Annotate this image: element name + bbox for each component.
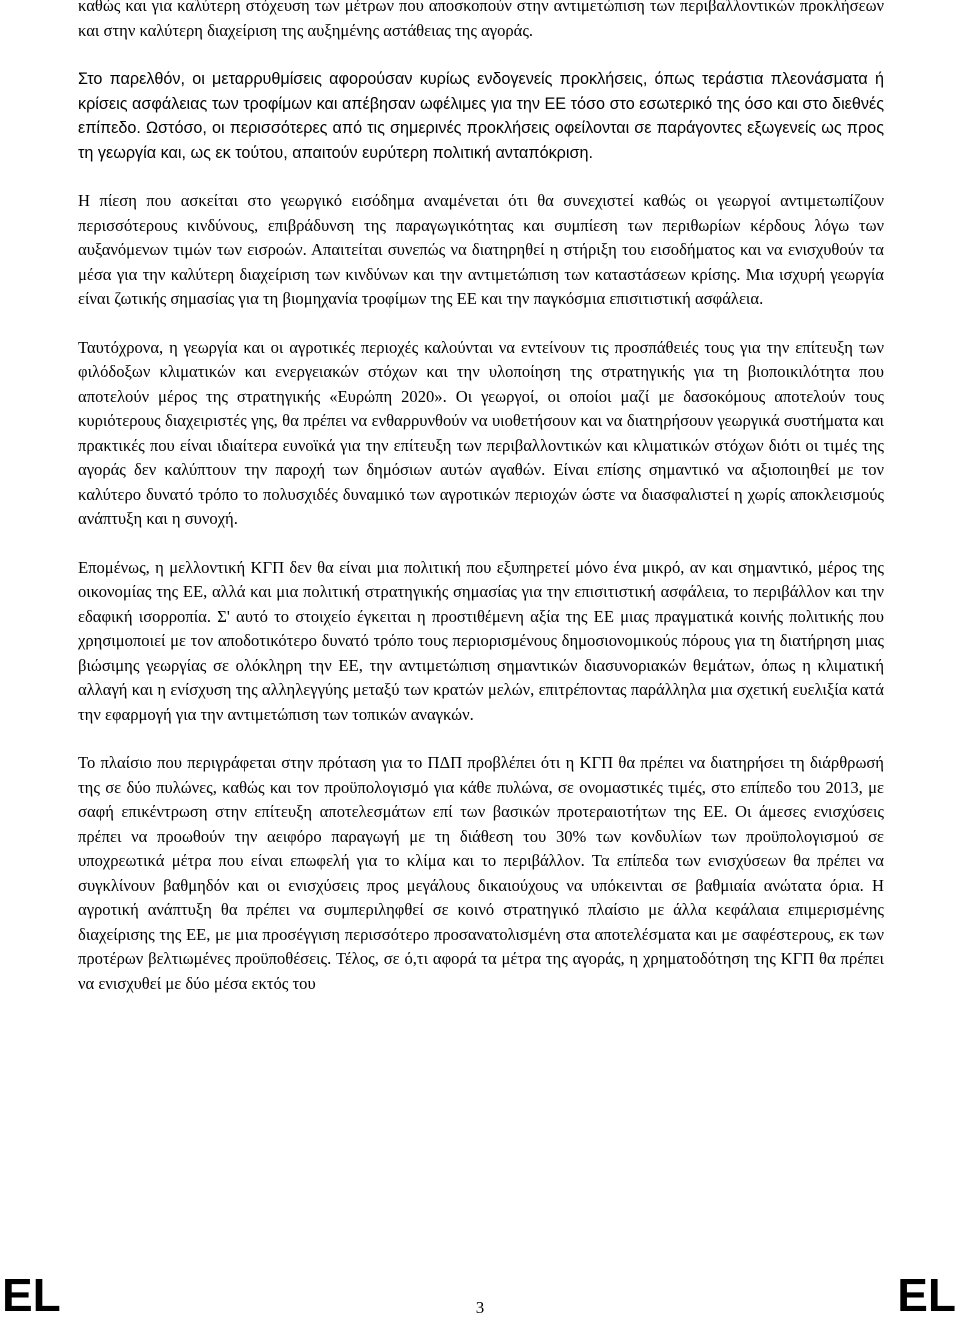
footer-language-code-right: EL — [897, 1269, 956, 1321]
paragraph-3: Η πίεση που ασκείται στο γεωργικό εισόδημα αναμένεται ότι θα συνεχιστεί καθώς οι γεωργοί αντιμετωπίζουν περισσότερους κινδύνους, επιβράδυνση της παραγωγικότητας και συμπίεση των περιθωρίων κέρδους λόγω των αυξανόμενων τιμών των εισροών. Απαιτείται συνεπώς να διατηρηθεί η στήριξη του εισοδήματος και να ενισχυθούν τα μέσα για την καλύτερη διαχείριση των κινδύνων και την αντιμετώπιση των καταστάσεων κρίσης. Μια ισχυρή γεωργία είναι ζωτικής σημασίας για τη βιομηχανία τροφίμων της ΕΕ και την παγκόσμια επισιτιστική ασφάλεια. — [78, 191, 884, 308]
paragraph-4: Ταυτόχρονα, η γεωργία και οι αγροτικές περιοχές καλούνται να εντείνουν τις προσπάθειές τους για την επίτευξη των φιλόδοξων κλιματικών και ενεργειακών στόχων και την υλοποίηση της στρατηγικής για τη βιοποικιλότητα που αποτελούν μέρος της στρατηγικής «Ευρώπη 2020». Οι γεωργοί, οι οποίοι μαζί με δασοκόμους αποτελούν τους κυριότερους διαχειριστές γης, θα πρέπει να ενθαρρυνθούν να υιοθετήσουν και να διατηρήσουν γεωργικά συστήματα και πρακτικές που είναι ιδιαίτερα ευνοϊκά για την επίτευξη των περιβαλλοντικών και κλιματικών στόχων διότι οι τιμές της αγοράς δεν καλύπτουν την παροχή των δημόσιων αυτών αγαθών. Είναι επίσης σημαντικό να αξιοποιηθεί με τον καλύτερο δυνατό τρόπο το πολυσχιδές δυναμικό των αγροτικών περιοχών ώστε να διασφαλιστεί η χωρίς αποκλεισμούς ανάπτυξη και η συνοχή. — [78, 337, 884, 528]
document-body — [78, 0, 884, 996]
paragraph-2: Στο παρελθόν, οι μεταρρυθμίσεις αφορούσαν κυρίως ενδογενείς προκλήσεις, όπως τεράστια πλεονάσματα ή κρίσεις ασφάλειας των τροφίμων και απέβησαν ωφέλιμες για την ΕΕ τόσο στο εσωτερικό της όσο και στο διεθνές επίπεδο. Ωστόσο, οι περισσότερες από τις σημερινές προκλήσεις οφείλονται σε παράγοντες εξωγενείς ως προς τη γεωργία και, ως εκ τούτου, απαιτούν ευρύτερη πολιτική ανταπόκριση. — [78, 70, 884, 162]
page-number: 3 — [475, 1298, 485, 1317]
paragraph-1: καθώς και για καλύτερη στόχευση των μέτρων που αποσκοπούν στην αντιμετώπιση των περιβαλλοντικών προκλήσεων και στην καλύτερη διαχείριση της αυξημένης αστάθειας της αγοράς. — [78, 0, 884, 40]
paragraph-6: Το πλαίσιο που περιγράφεται στην πρόταση για το ΠΔΠ προβλέπει ότι η ΚΓΠ θα πρέπει να διατηρήσει τη διάρθρωσή της σε δύο πυλώνες, καθώς και τον προϋπολογισμό για κάθε πυλώνα, σε ονομαστικές τιμές, στο επίπεδο του 2013, με σαφή επικέντρωση στην επίτευξη αποτελεσμάτων επί των βασικών προτεραιοτήτων της ΕΕ. Οι άμεσες ενισχύσεις πρέπει να προωθούν την αειφόρο παραγωγή με τη διάθεση του 30% των κονδυλίων των προϋπολογισμού σε υποχρεωτικά μέτρα που είναι επωφελή για το κλίμα και το περιβάλλον. Τα επίπεδα των ενισχύσεων θα πρέπει να συγκλίνουν βαθμηδόν και οι ενισχύσεις προς μεγάλους δικαιούχους να υπόκεινται σε βαθμιαία ανώτατα όρια. Η αγροτική ανάπτυξη θα πρέπει να συμπεριληφθεί σε κοινό στρατηγικό πλαίσιο με άλλα κεφάλαια επιμερισμένης διαχείρισης της ΕΕ, με μια προσέγγιση περισσότερο προσανατολισμένη στα αποτελέσματα και με σαφέστερους, εκ των προτέρων βελτιωμένες προϋποθέσεις. Τέλος, σε ό,τι αφορά τα μέτρα της αγοράς, η χρηματοδότηση της ΚΓΠ θα πρέπει να ενισχυθεί με δύο μέσα εκτός του — [78, 753, 884, 993]
footer-language-code-left: EL — [2, 1269, 61, 1321]
paragraph-5: Επομένως, η μελλοντική ΚΓΠ δεν θα είναι μια πολιτική που εξυπηρετεί μόνο ένα μικρό, αν και σημαντικό, μέρος της οικονομίας της ΕΕ, αλλά και μια πολιτική στρατηγικής σημασίας για την επισιτιστική ασφάλεια, το περιβάλλον και την εδαφική ισορροπία. Σ' αυτό το στοιχείο έγκειται η προστιθέμενη αξία της ΕΕ μιας πραγματικά κοινής πολιτικής που χρησιμοποιεί με τον αποδοτικότερο δυνατό τρόπο τους περιορισμένους δημοσιονομικούς πόρους για τη διατήρηση μιας βιώσιμης γεωργίας σε ολόκληρη την ΕΕ, την αντιμετώπιση σημαντικών διασυνοριακών θεμάτων, όπως η κλιματική αλλαγή και η ενίσχυση της αλληλεγγύης μεταξύ των κρατών μελών, επιτρέποντας παράλληλα μια σχετική ευελιξία κατά την εφαρμογή για την αντιμετώπιση των τοπικών αναγκών. — [78, 557, 884, 724]
